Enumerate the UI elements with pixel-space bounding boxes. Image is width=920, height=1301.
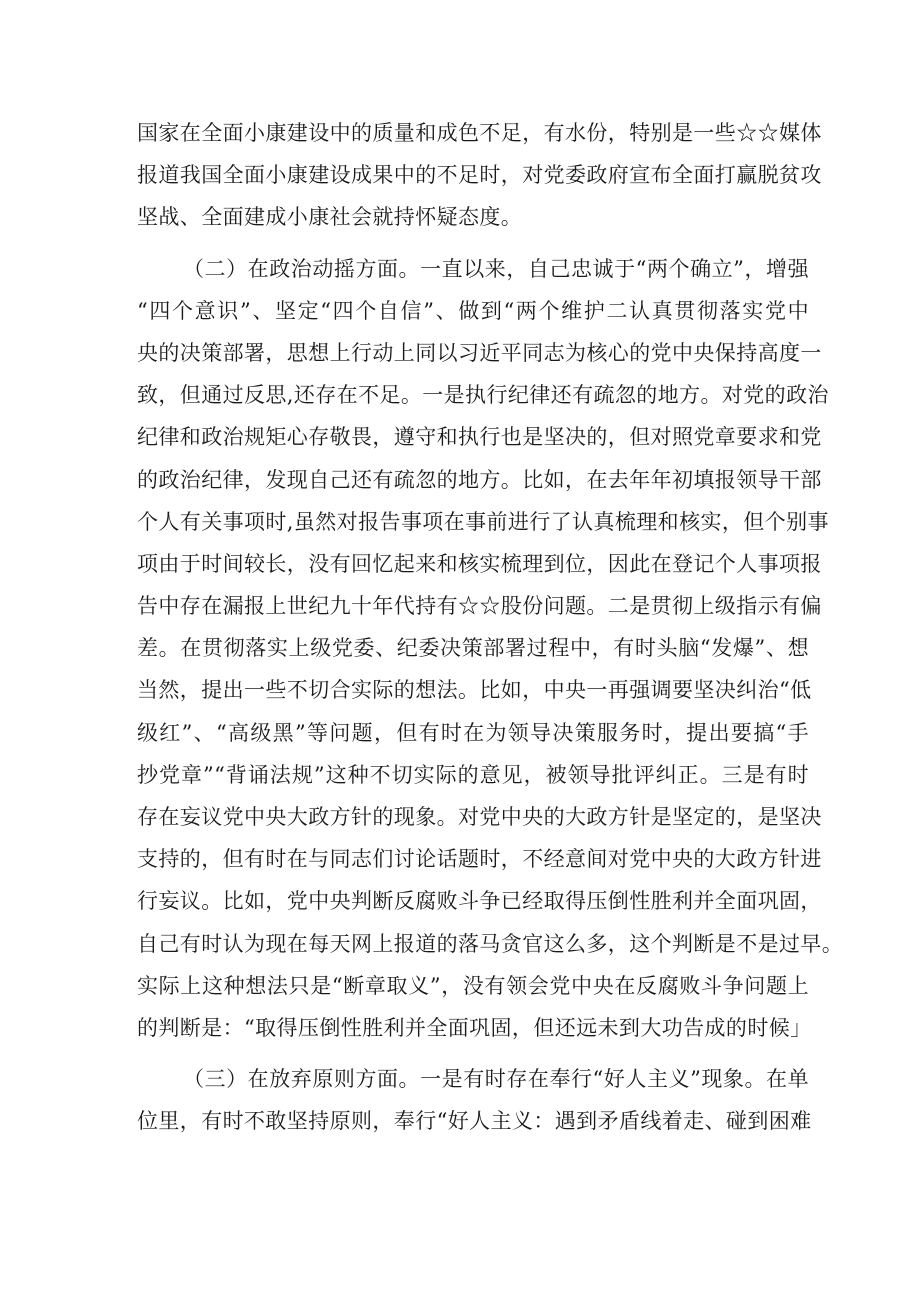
text-line: 致，但通过反思,还存在不足。一是执行纪律还有疏忽的地方。对党的政治: [137, 383, 829, 408]
text-line: 当然，提出一些不切合实际的想法。比如，中央一再强调要坚决纠治“低: [137, 678, 812, 703]
text-line: 的政治纪律，发现自己还有疏忽的地方。比如，在去年年初填报领导干部: [137, 467, 822, 492]
text-line: 坚战、全面建成小康社会就持怀疑态度。: [137, 205, 523, 230]
text-line: 行妄议。比如，党中央判断反腐败斗争已经取得压倒性胜利并全面巩固，: [137, 889, 822, 914]
text-line: 差。在贯彻落实上级党委、纪委决策部署过程中，有时头脑“发爆”、想: [137, 636, 809, 661]
text-line: 级红”、“高级黑”等问题，但有时在为领导决策服务时，提出要搞“手: [137, 720, 809, 745]
text-line: 纪律和政治规矩心存敬畏，遵守和执行也是坚决的，但对照党章要求和党: [137, 425, 822, 450]
text-line: 央的决策部署，思想上行动上同以习近平同志为核心的党中央保持高度一: [137, 340, 822, 365]
text-line: 个人有关事项时,虽然对报告事项在事前进行了认真梳理和核实，但个别事: [137, 509, 829, 534]
document-body: [137, 112, 844, 1143]
paragraph-section-2-political: [137, 248, 844, 1050]
paragraph-gap: [137, 239, 809, 248]
paragraph-intro-continuation: [137, 112, 822, 239]
text-line: 国家在全面小康建设中的质量和成色不足，有水份，特别是一些☆☆媒体: [137, 121, 822, 145]
text-line: 自己有时认为现在每天网上报道的落马贪官这么多，这个判断是不是过早。: [137, 931, 844, 956]
text-line: 存在妄议党中央大政方针的现象。对党中央的大政方针是坚定的，是坚决: [137, 805, 822, 829]
text-line: 项由于时间较长，没有回忆起来和核实梳理到位，因此在登记个人事项报: [137, 551, 822, 576]
section-heading-line: （三）在放弃原则方面。一是有时存在奉行“好人主义”现象。在单: [183, 1067, 809, 1092]
paragraph-gap: [137, 1049, 809, 1058]
text-line: 报道我国全面小康建设成果中的不足时，对党委政府宣布全面打赢脱贫攻: [137, 163, 822, 188]
text-line: 位里，有时不敢坚持原则，奉行“好人主义：遇到矛盾线着走、碰到困难: [137, 1109, 812, 1134]
text-line: 告中存在漏报上世纪九十年代持有☆☆股份问题。二是贯彻上级指示有偏: [137, 594, 822, 619]
text-line: 支持的，但有时在与同志们讨论话题时，不经意间对党中央的大政方针进: [137, 847, 822, 872]
paragraph-section-3-principle: [137, 1058, 812, 1142]
text-line: 抄党章”“背诵法规”这种不切实际的意见，被领导批评纠正。三是有时: [137, 762, 809, 787]
text-line: “四个意识”、坚定“四个自信”、做到“两个维护二认真贯彻落实党中: [137, 298, 809, 323]
section-heading-line: （二）在政治动摇方面。一直以来，自己忠诚于“两个确立”，增强: [183, 256, 809, 281]
text-line: 实际上这种想法只是“断章取义”，没有领会党中央在反腐败斗争问题上: [137, 973, 809, 998]
text-line: 的判断是：“取得压倒性胜利并全面巩固，但还远未到大功告成的时候」: [137, 1015, 812, 1040]
